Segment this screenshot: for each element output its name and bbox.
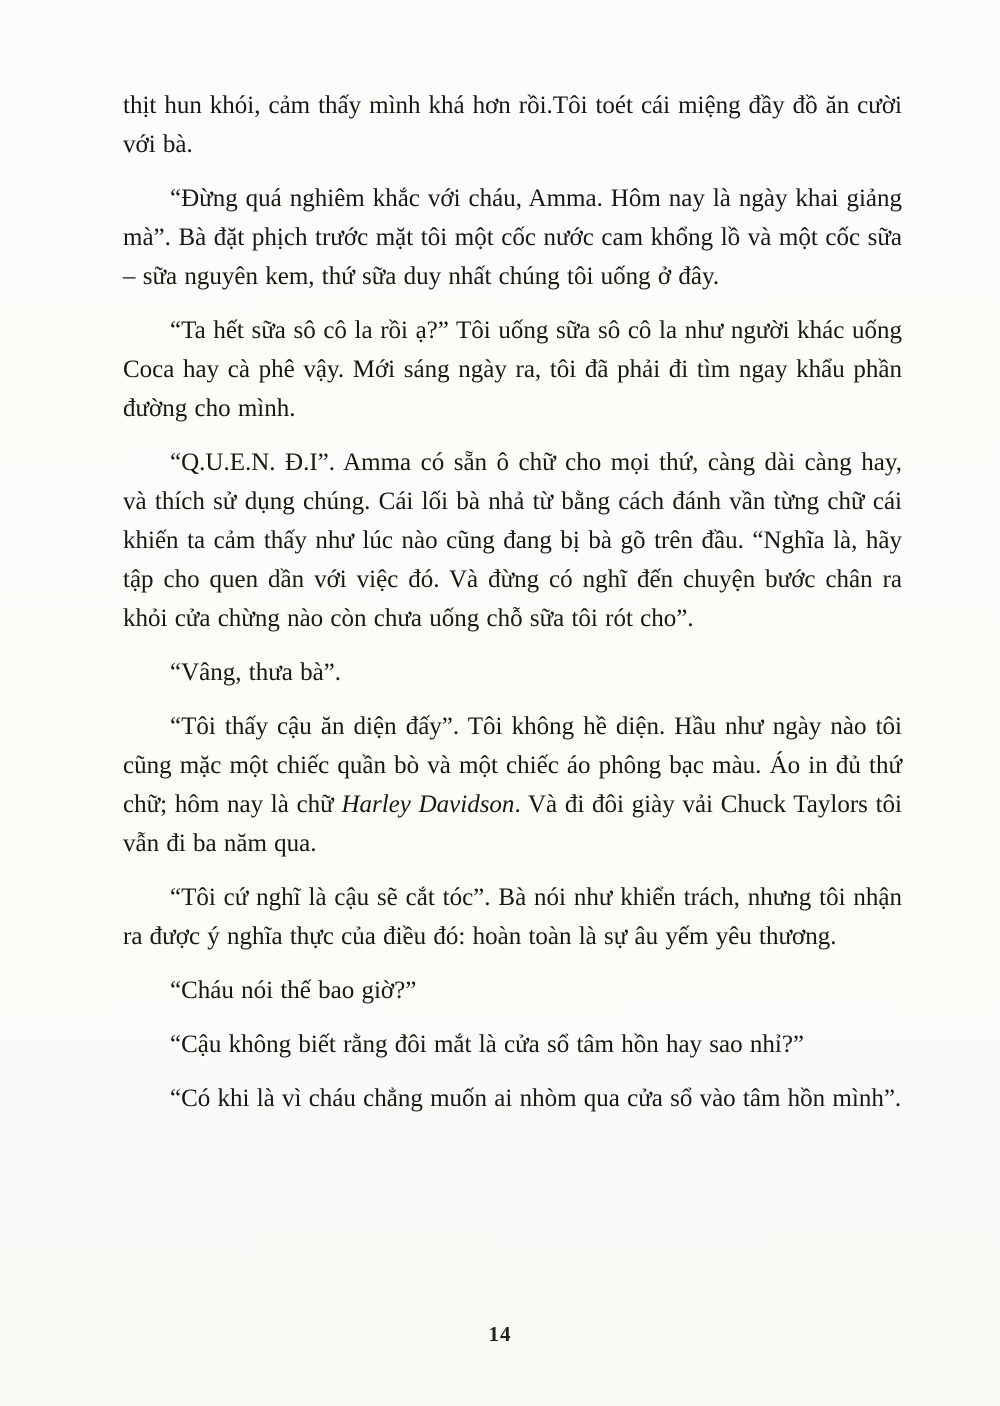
paragraph xyxy=(123,707,902,863)
paragraph: “Có khi là vì cháu chẳng muốn ai nhòm qua cửa sổ vào tâm hồn mình”. xyxy=(170,1085,902,1112)
text-column xyxy=(123,86,902,1133)
paragraph: “Cháu nói thế bao giờ?” xyxy=(170,977,417,1004)
paragraph: thịt hun khói, cảm thấy mình khá hơn rồi.Tôi toét cái miệng đầy đồ ăn cười với bà. xyxy=(123,92,902,158)
paragraph: “Ta hết sữa sô cô la rồi ạ?” Tôi uống sữa sô cô la như người khác uống Coca hay cà phê vậy. Mới sáng ngày ra, tôi đã phải đi tìm ngay khẩu phần đường cho mình. xyxy=(123,317,902,422)
paragraph: “Vâng, thưa bà”. xyxy=(170,659,342,686)
paragraph: “Q.U.E.N. Đ.I”. Amma có sẵn ô chữ cho mọi thứ, càng dài càng hay, và thích sử dụng chúng. Cái lối bà nhả từ bằng cách đánh vần từng chữ cái khiến ta cảm thấy như lúc nào cũng đang bị bà gõ trên đầu. “Nghĩa là, hãy tập cho quen dần với việc đó. Và đừng có nghĩ đến chuyện bước chân ra khỏi cửa chừng nào còn chưa uống chỗ sữa tôi rót cho”. xyxy=(123,449,902,632)
paragraph: “Tôi cứ nghĩ là cậu sẽ cắt tóc”. Bà nói như khiển trách, nhưng tôi nhận ra được ý nghĩa thực của điều đó: hoàn toàn là sự âu yếm yêu thương. xyxy=(123,884,902,950)
paragraph-text: “Tôi thấy cậu ăn diện đấy”. Tôi không hề diện. Hầu như ngày nào tôi cũng mặc một chiếc quần bò và một chiếc áo phông bạc màu. Áo in đủ thứ chữ; hôm nay là chữ xyxy=(123,713,902,818)
paragraph: “Đừng quá nghiêm khắc với cháu, Amma. Hôm nay là ngày khai giảng mà”. Bà đặt phịch trước mặt tôi một cốc nước cam khổng lồ và một cốc sữa – sữa nguyên kem, thứ sữa duy nhất chúng tôi uống ở đây. xyxy=(123,185,902,290)
paragraph: “Cậu không biết rằng đôi mắt là cửa sổ tâm hồn hay sao nhỉ?” xyxy=(170,1031,805,1058)
italic-brand-text: Harley Davidson xyxy=(341,791,515,818)
paragraph-text: . Và đi đôi giày vải Chuck Taylors tôi vẫn đi ba năm qua. xyxy=(123,791,902,857)
page-number: 14 xyxy=(488,1322,512,1346)
page-footer xyxy=(0,1322,1000,1347)
